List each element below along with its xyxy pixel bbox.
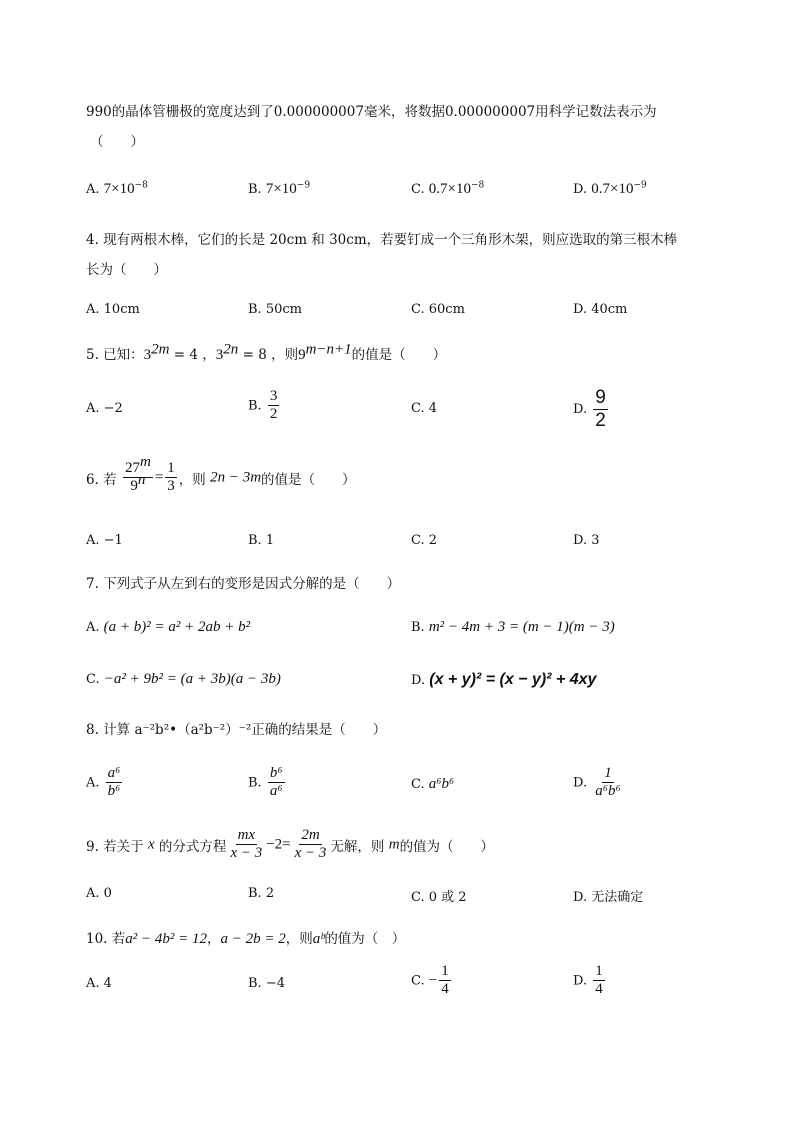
- option-letter: D.: [573, 401, 588, 417]
- option-exponent: −8: [470, 180, 485, 191]
- q4-stem-line1: 4. 现有两根木棒，它们的长是 20cm 和 30cm，若要钉成一个三角形木架，则应选取的第三根木棒: [86, 232, 678, 248]
- q4-option-d[interactable]: D. 40cm: [573, 302, 628, 317]
- q5-cond2-rest: = 8 ，则: [238, 347, 299, 363]
- fraction-numerator: 1: [593, 963, 605, 981]
- q9-mid1: 的分式方程: [154, 838, 227, 855]
- q6-prefix: 6. 若: [86, 471, 117, 488]
- negative-sign: −: [428, 972, 438, 989]
- option-letter: A.: [86, 620, 100, 635]
- fraction-denominator: a⁶b⁶: [595, 783, 621, 800]
- q5-target-base: 9: [298, 347, 306, 363]
- q9-mid2: 无解，则: [330, 838, 389, 855]
- fraction-numerator: 27: [124, 460, 140, 476]
- fraction-numerator: 9: [595, 387, 606, 408]
- option-letter: B.: [411, 620, 425, 635]
- q5-cond2-exp: 2n: [223, 341, 239, 358]
- q6-stem: [86, 454, 356, 496]
- fraction-numerator: b⁶: [268, 765, 285, 783]
- q3-option-b[interactable]: [248, 181, 310, 198]
- q5-option-b[interactable]: [248, 388, 281, 424]
- q6-option-b[interactable]: B. 1: [248, 533, 275, 548]
- q8-option-c[interactable]: [411, 776, 454, 793]
- option-letter: B.: [248, 775, 262, 791]
- option-letter: D.: [411, 673, 426, 688]
- q8-fraction-b: [268, 765, 285, 801]
- fraction-denominator: 4: [441, 981, 449, 998]
- q10-stem: [86, 927, 405, 948]
- q10-separator: ，: [207, 931, 221, 947]
- q4-option-c[interactable]: C. 60cm: [411, 302, 465, 317]
- option-letter: D.: [573, 775, 588, 791]
- option-letter: D.: [573, 182, 588, 197]
- q3-option-d[interactable]: [573, 181, 647, 198]
- q10-prefix: 10. 若: [86, 931, 126, 947]
- q7-option-c[interactable]: [86, 671, 281, 688]
- q9-stem: [86, 827, 494, 863]
- fraction-numerator: 2m: [299, 827, 321, 845]
- q5-option-c[interactable]: C. 4: [411, 401, 438, 416]
- q8-stem: 8. 计算 a⁻²b²•（a²b⁻²）⁻²正确的结果是（ ）: [86, 722, 387, 738]
- q9-option-b[interactable]: B. 2: [248, 886, 275, 901]
- q5-stem: [86, 343, 446, 364]
- option-letter: B.: [248, 398, 262, 414]
- q5-cond2-base: 3: [215, 347, 224, 363]
- q4-option-a[interactable]: A. 10cm: [86, 302, 140, 317]
- q9-prefix: 9. 若关于: [86, 838, 148, 855]
- fraction-denominator: b⁶: [107, 783, 121, 800]
- q8-option-d[interactable]: [573, 765, 625, 801]
- fraction-numerator: 1: [165, 460, 177, 478]
- fraction-denominator: 9: [130, 478, 138, 495]
- q10-condition-1: a² − 4b² = 12: [125, 931, 208, 947]
- q10-option-a[interactable]: A. 4: [86, 976, 112, 991]
- fraction-denominator: 4: [595, 981, 603, 998]
- fraction-denominator: x − 3: [294, 845, 327, 862]
- q5-fraction-b: [268, 388, 280, 424]
- q6-mid: ，则: [178, 471, 211, 488]
- q5-option-d[interactable]: [573, 387, 610, 432]
- option-letter: C.: [411, 182, 425, 197]
- q10-option-d[interactable]: [573, 963, 607, 999]
- option-exponent: −9: [296, 180, 311, 191]
- q5-suffix: 的值是（ ）: [351, 347, 447, 363]
- fraction-denominator: 2: [269, 406, 278, 423]
- option-expression: m² − 4m + 3 = (m − 1)(m − 3): [428, 619, 615, 635]
- q9-variable-x: x: [147, 836, 155, 853]
- q5-prefix: 5. 已知：: [86, 347, 144, 363]
- q5-cond1-rest: = 4 ，: [169, 347, 216, 363]
- q8-fraction-d: [593, 765, 622, 801]
- option-letter: C.: [411, 973, 425, 989]
- q10-fraction-d: [593, 963, 605, 999]
- q9-suffix: 的值为（ ）: [399, 838, 495, 855]
- q5-fraction-d: [593, 387, 608, 432]
- q5-cond1-exp: 2m: [151, 341, 170, 358]
- q9-minus-equals: −2=: [266, 836, 291, 853]
- fraction-numerator: a⁶: [106, 765, 123, 783]
- q10-option-b[interactable]: B. −4: [248, 976, 285, 991]
- q3-option-c[interactable]: [411, 181, 484, 198]
- option-expression: (x + y)² = (x − y)² + 4xy: [429, 671, 597, 688]
- numerator-exponent: m: [139, 454, 151, 470]
- option-value: 7×10: [103, 181, 135, 197]
- q10-mid: ，则: [285, 931, 313, 947]
- q8-option-b[interactable]: [248, 765, 287, 801]
- q7-option-a[interactable]: [86, 619, 250, 636]
- q7-option-b[interactable]: [411, 619, 615, 636]
- q3-paren: （ ）: [90, 134, 144, 150]
- q10-target: aᵇ: [312, 931, 325, 947]
- fraction-denominator: a⁶: [269, 783, 283, 800]
- option-value: 0.7×10: [428, 181, 471, 197]
- option-exponent: −9: [633, 180, 647, 191]
- q10-condition-2: a − 2b = 2: [220, 931, 286, 947]
- denominator-exponent: n: [137, 472, 146, 489]
- option-exponent: −8: [134, 180, 148, 191]
- q8-option-a[interactable]: [86, 765, 124, 801]
- option-letter: B.: [248, 182, 262, 197]
- option-letter: A.: [86, 775, 100, 791]
- q5-option-a[interactable]: A. −2: [86, 401, 123, 416]
- option-letter: D.: [573, 973, 588, 989]
- q7-option-d[interactable]: [411, 671, 596, 689]
- q4-option-b[interactable]: B. 50cm: [248, 302, 302, 317]
- q6-expression: 2n − 3m: [210, 469, 262, 486]
- option-letter: C.: [411, 777, 425, 792]
- q9-fraction-1: [228, 827, 264, 863]
- option-expression: (a + b)² = a² + 2ab + b²: [103, 619, 251, 635]
- fraction-denominator: x − 3: [230, 845, 263, 862]
- option-value: 0.7×10: [591, 181, 634, 197]
- q9-option-c[interactable]: C. 0 或 2: [411, 890, 467, 905]
- fraction-numerator: 1: [439, 963, 451, 981]
- q4-stem-line2: 长为（ ）: [86, 262, 167, 278]
- q6-option-a[interactable]: A. −1: [86, 533, 123, 548]
- q9-option-a[interactable]: A. 0: [86, 886, 112, 901]
- option-value: 7×10: [265, 181, 297, 197]
- q3-option-a[interactable]: [86, 181, 148, 198]
- q9-fraction-2: [293, 827, 329, 863]
- q5-cond1-base: 3: [143, 347, 152, 363]
- option-letter: A.: [86, 182, 100, 197]
- q7-stem: 7. 下列式子从左到右的变形是因式分解的是（ ）: [86, 576, 401, 592]
- q6-suffix: 的值是（ ）: [261, 471, 356, 488]
- option-letter: C.: [86, 672, 100, 687]
- q8-fraction-a: [106, 765, 123, 801]
- q9-variable-m: m: [388, 836, 400, 853]
- fraction-denominator: 3: [167, 478, 175, 495]
- fraction-denominator: 2: [595, 409, 606, 431]
- q9-option-d[interactable]: D. 无法确定: [573, 890, 644, 905]
- q10-option-c[interactable]: [411, 963, 453, 999]
- fraction-numerator: 3: [268, 388, 280, 406]
- q6-rhs-fraction: [165, 460, 177, 496]
- q6-lhs-fraction: [123, 454, 153, 496]
- fraction-numerator: 1: [602, 765, 614, 783]
- fraction-numerator: mx: [236, 827, 258, 845]
- option-expression: a⁶b⁶: [428, 776, 455, 792]
- option-expression: −a² + 9b² = (a + 3b)(a − 3b): [103, 671, 281, 687]
- q6-option-c[interactable]: C. 2: [411, 533, 438, 548]
- q10-fraction-c: [439, 963, 451, 999]
- q5-target-exp: m−n+1: [305, 341, 352, 358]
- q10-suffix: 的值为（ ）: [324, 931, 406, 947]
- q3-stem: 990的晶体管栅极的宽度达到了0.000000007毫米，将数据0.000000007用科学记数法表示为: [86, 104, 657, 120]
- q6-option-d[interactable]: D. 3: [573, 533, 600, 548]
- q6-equals: =: [154, 469, 164, 486]
